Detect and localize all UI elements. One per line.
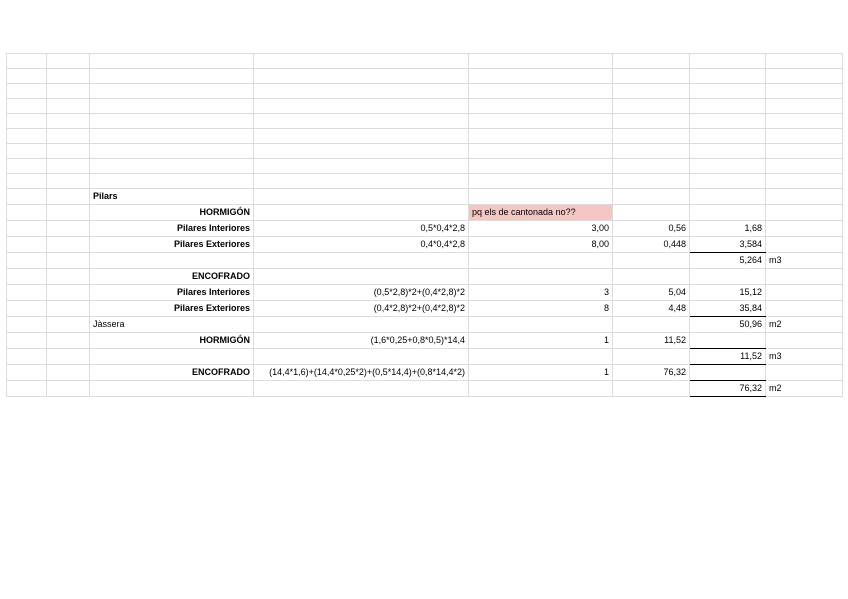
sheet-cell[interactable] [7,205,47,221]
sheet-cell[interactable] [254,349,469,365]
sheet-cell[interactable] [7,269,47,285]
sheet-cell[interactable]: 3,584 [690,237,766,253]
sheet-cell[interactable] [613,269,690,285]
sheet-cell[interactable]: m2 [766,317,843,333]
sheet-cell[interactable] [469,99,613,114]
sheet-cell[interactable] [7,253,47,269]
sheet-cell[interactable] [47,144,90,159]
sheet-cell[interactable] [690,69,766,84]
sheet-cell[interactable] [613,189,690,205]
sheet-cell[interactable] [469,54,613,69]
sheet-cell[interactable] [47,159,90,174]
sheet-cell[interactable] [690,205,766,221]
sheet-cell[interactable] [90,159,254,174]
sheet-cell[interactable] [90,54,254,69]
sheet-cell[interactable] [7,381,47,397]
sheet-cell[interactable] [7,174,47,189]
sheet-cell[interactable] [7,317,47,333]
sheet-cell[interactable] [254,381,469,397]
sheet-cell[interactable]: (14,4*1,6)+(14,4*0,25*2)+(0,5*14,4)+(0,8*14,4*2) [254,365,469,381]
sheet-row [7,205,843,221]
sheet-cell[interactable] [690,144,766,159]
sheet-cell[interactable]: 4,48 [613,301,690,317]
sheet-row [7,301,843,317]
sheet-cell[interactable] [613,69,690,84]
sheet-row [7,114,843,129]
sheet-cell[interactable] [90,144,254,159]
sheet-cell[interactable] [90,84,254,99]
sheet-cell[interactable] [613,54,690,69]
sheet-cell[interactable] [47,285,90,301]
sheet-row [7,54,843,69]
sheet-cell[interactable] [613,253,690,269]
sheet-cell[interactable] [766,84,843,99]
sheet-cell[interactable] [47,174,90,189]
sheet-cell[interactable] [766,159,843,174]
sheet-cell[interactable] [613,144,690,159]
sheet-cell[interactable]: Jàssera [90,317,133,333]
sheet-cell[interactable] [469,174,613,189]
sheet-row [7,189,843,205]
sheet-cell[interactable] [690,269,766,285]
sheet-cell[interactable]: 3,00 [469,221,613,237]
sheet-cell[interactable] [7,114,47,129]
sheet-cell[interactable] [47,205,90,221]
sheet-cell[interactable] [47,99,90,114]
sheet-cell[interactable] [613,205,690,221]
sheet-row [7,269,843,285]
sheet-cell[interactable] [254,269,469,285]
sheet-cell[interactable] [690,159,766,174]
sheet-cell[interactable]: Pilares Interiores [90,221,254,237]
sheet-row [7,381,843,397]
sheet-cell[interactable] [469,114,613,129]
sheet-cell[interactable] [766,54,843,69]
sheet-cell[interactable] [254,189,469,205]
sheet-cell[interactable] [7,129,47,144]
sheet-cell[interactable] [7,189,47,205]
sheet-cell[interactable] [766,114,843,129]
sheet-cell[interactable] [47,349,90,365]
sheet-cell[interactable]: 1,68 [690,221,766,237]
sheet-cell[interactable] [254,144,469,159]
sheet-cell[interactable] [7,301,47,317]
sheet-cell[interactable]: 1 [469,333,613,349]
sheet-cell[interactable] [7,285,47,301]
sheet-cell[interactable]: 1 [469,365,613,381]
sheet-row [7,237,843,253]
sheet-cell[interactable] [254,84,469,99]
sheet-cell[interactable] [7,221,47,237]
sheet-cell[interactable] [613,174,690,189]
sheet-cell[interactable]: 76,32 [690,381,766,397]
sheet-cell[interactable] [766,285,843,301]
sheet-cell[interactable]: Pilares Interiores [90,285,254,301]
sheet-cell[interactable] [766,189,843,205]
sheet-cell[interactable] [766,99,843,114]
sheet-cell[interactable] [613,317,690,333]
sheet-cell[interactable] [613,381,690,397]
sheet-cell[interactable] [90,174,254,189]
sheet-cell[interactable]: m3 [766,253,843,269]
sheet-cell[interactable]: 5,04 [613,285,690,301]
sheet-cell[interactable] [47,189,90,205]
sheet-cell[interactable] [47,54,90,69]
sheet-cell[interactable]: 50,96 [690,317,766,333]
sheet-cell[interactable]: (1,6*0,25+0,8*0,5)*14,4 [254,333,469,349]
sheet-cell[interactable] [47,269,90,285]
sheet-cell[interactable] [469,349,613,365]
sheet-cell[interactable]: Pilares Exteriores [90,237,254,253]
sheet-cell[interactable] [7,159,47,174]
sheet-cell[interactable] [47,114,90,129]
sheet-cell[interactable] [254,99,469,114]
sheet-cell[interactable] [7,54,47,69]
sheet-cell[interactable]: pq els de cantonada no?? [469,205,613,221]
sheet-cell[interactable]: HORMIGÓN [90,333,254,349]
sheet-row [7,129,843,144]
sheet-cell[interactable]: 0,4*0,4*2,8 [254,237,469,253]
sheet-row [7,253,843,269]
sheet-cell[interactable] [766,333,843,349]
sheet-cell[interactable] [613,114,690,129]
sheet-cell[interactable]: 11,52 [613,333,690,349]
sheet-cell[interactable] [47,129,90,144]
sheet-cell[interactable] [766,237,843,253]
sheet-cell[interactable] [690,333,766,349]
sheet-row [7,69,843,84]
sheet-cell[interactable] [47,365,90,381]
sheet-cell[interactable] [469,129,613,144]
sheet-row [7,174,843,189]
sheet-cell[interactable] [469,159,613,174]
sheet-cell[interactable]: 11,52 [690,349,766,365]
sheet-cell[interactable] [690,129,766,144]
sheet-cell[interactable] [7,237,47,253]
sheet-cell[interactable] [613,84,690,99]
sheet-cell[interactable] [613,349,690,365]
sheet-cell[interactable] [47,253,90,269]
sheet-cell[interactable] [90,129,254,144]
sheet-cell[interactable] [254,253,469,269]
sheet-cell[interactable] [766,69,843,84]
sheet-cell[interactable] [254,69,469,84]
sheet-cell[interactable] [469,69,613,84]
sheet-cell[interactable] [254,54,469,69]
sheet-cell[interactable] [469,317,613,333]
sheet-cell[interactable] [254,129,469,144]
sheet-cell[interactable] [690,84,766,99]
sheet-row [7,84,843,99]
sheet-cell[interactable] [90,99,254,114]
sheet-cell[interactable] [7,84,47,99]
sheet-cell[interactable]: ENCOFRADO [90,269,254,285]
sheet-cell[interactable] [47,237,90,253]
sheet-cell[interactable] [47,301,90,317]
sheet-cell[interactable] [7,144,47,159]
sheet-cell[interactable] [613,129,690,144]
sheet-cell[interactable] [613,99,690,114]
sheet-cell[interactable]: 3 [469,285,613,301]
sheet-cell[interactable] [766,365,843,381]
sheet-cell[interactable]: 0,56 [613,221,690,237]
sheet-cell[interactable] [766,221,843,237]
sheet-cell[interactable] [47,221,90,237]
sheet-cell[interactable]: ENCOFRADO [90,365,254,381]
sheet-cell[interactable] [469,253,613,269]
sheet-cell[interactable] [469,144,613,159]
sheet-row [7,317,843,333]
sheet-row [7,159,843,174]
sheet-cell[interactable]: (0,4*2,8)*2+(0,4*2,8)*2 [254,301,469,317]
sheet-cell[interactable] [47,84,90,99]
sheet-row [7,144,843,159]
sheet-row [7,221,843,237]
sheet-cell[interactable]: (0,5*2,8)*2+(0,4*2,8)*2 [254,285,469,301]
sheet-cell[interactable]: HORMIGÓN [90,205,254,221]
sheet-cell[interactable] [7,365,47,381]
sheet-cell[interactable] [690,54,766,69]
sheet-row [7,99,843,114]
sheet-cell[interactable] [90,114,254,129]
sheet-cell[interactable]: 5,264 [690,253,766,269]
sheet-cell[interactable] [7,99,47,114]
sheet-cell[interactable]: 15,12 [690,285,766,301]
sheet-cell[interactable]: Pilars [90,189,254,205]
sheet-cell[interactable] [766,129,843,144]
sheet-cell[interactable] [47,69,90,84]
sheet-row [7,349,843,365]
sheet-cell[interactable] [690,114,766,129]
sheet-cell[interactable] [469,381,613,397]
sheet-cell[interactable] [469,269,613,285]
sheet-row [7,333,843,349]
sheet-cell[interactable] [766,301,843,317]
sheet-row [7,285,843,301]
sheet-cell[interactable] [7,69,47,84]
sheet-cell[interactable] [766,205,843,221]
sheet-cell[interactable]: 8,00 [469,237,613,253]
sheet-cell[interactable]: 0,5*0,4*2,8 [254,221,469,237]
sheet-cell[interactable] [254,114,469,129]
sheet-cell[interactable] [766,144,843,159]
sheet-cell[interactable] [254,159,469,174]
sheet-cell[interactable] [90,253,254,269]
sheet-cell[interactable]: 8 [469,301,613,317]
sheet-cell[interactable] [47,333,90,349]
sheet-cell[interactable]: Pilares Exteriores [90,301,254,317]
sheet-cell[interactable] [469,189,613,205]
sheet-cell[interactable]: 0,448 [613,237,690,253]
spreadsheet-grid [6,53,843,397]
sheet-cell[interactable] [690,99,766,114]
sheet-cell[interactable] [690,174,766,189]
sheet-cell[interactable] [690,365,766,381]
sheet-cell[interactable] [90,69,254,84]
sheet-cell[interactable] [766,174,843,189]
sheet-cell[interactable] [766,269,843,285]
sheet-cell[interactable] [254,174,469,189]
sheet-cell[interactable] [690,189,766,205]
sheet-cell[interactable] [90,349,254,365]
sheet-row [7,365,843,381]
sheet-cell[interactable] [254,317,469,333]
sheet-cell[interactable] [469,84,613,99]
sheet-cell[interactable] [254,205,469,221]
sheet-cell[interactable]: 76,32 [613,365,690,381]
sheet-cell[interactable]: m3 [766,349,843,365]
sheet-cell[interactable]: 35,84 [690,301,766,317]
sheet-cell[interactable] [7,333,47,349]
sheet-cell[interactable] [7,349,47,365]
sheet-cell[interactable] [90,381,254,397]
sheet-cell[interactable] [47,381,90,397]
sheet-cell[interactable]: m2 [766,381,843,397]
sheet-cell[interactable] [613,159,690,174]
